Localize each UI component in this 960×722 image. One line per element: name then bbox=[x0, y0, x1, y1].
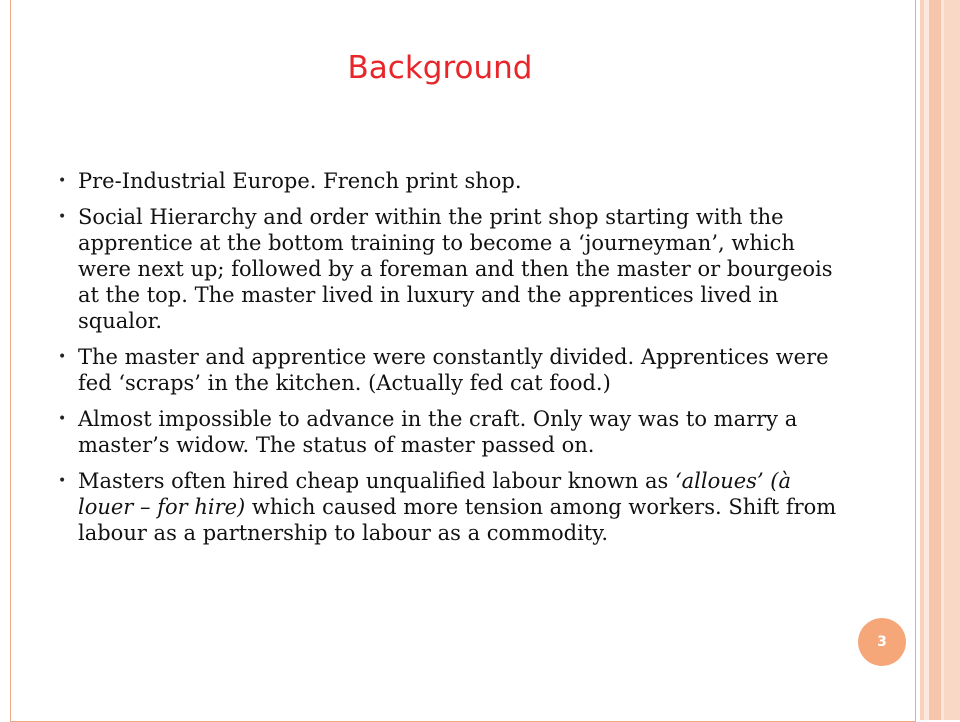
decorative-side-stripes bbox=[920, 0, 960, 720]
bullet-list bbox=[58, 168, 838, 556]
bullet-item bbox=[58, 204, 838, 334]
bullet-text: The master and apprentice were constantly divided. Apprentices were fed ‘scraps’ in the kitchen. (Actually fed cat food.) bbox=[78, 345, 829, 395]
bullet-dot-icon: • bbox=[58, 173, 67, 189]
page-number-badge bbox=[858, 618, 906, 666]
slide-title: Background bbox=[347, 50, 533, 86]
bullet-text-italic: ‘alloues’ (à louer – for hire) bbox=[78, 469, 792, 519]
bullet-text-before: Masters often hired cheap unqualified labour known as bbox=[78, 469, 675, 493]
bullet-dot-icon: • bbox=[58, 349, 67, 365]
bullet-text-after: which caused more tension among workers. Shift from labour as a partnership to labour as a commodity. bbox=[78, 495, 837, 545]
bullet-text: Pre-Industrial Europe. French print shop. bbox=[78, 169, 522, 193]
stripe bbox=[944, 0, 960, 720]
bullet-dot-icon: • bbox=[58, 209, 67, 225]
bullet-dot-icon: • bbox=[58, 473, 67, 489]
page-number: 3 bbox=[877, 634, 887, 650]
bullet-item bbox=[58, 468, 838, 546]
bullet-text: Social Hierarchy and order within the print shop starting with the apprentice at the bottom training to become a ‘journeyman’, which were next up; followed by a foreman and then the master or bourgeois at the top. The master lived in luxury and the apprentices lived in squalor. bbox=[78, 205, 833, 333]
bullet-item bbox=[58, 406, 838, 458]
bullet-text: Almost impossible to advance in the craft. Only way was to marry a master’s widow. The status of master passed on. bbox=[78, 407, 798, 457]
bullet-dot-icon: • bbox=[58, 411, 67, 427]
bullet-item bbox=[58, 344, 838, 396]
stripe bbox=[929, 0, 941, 720]
bullet-item bbox=[58, 168, 838, 194]
